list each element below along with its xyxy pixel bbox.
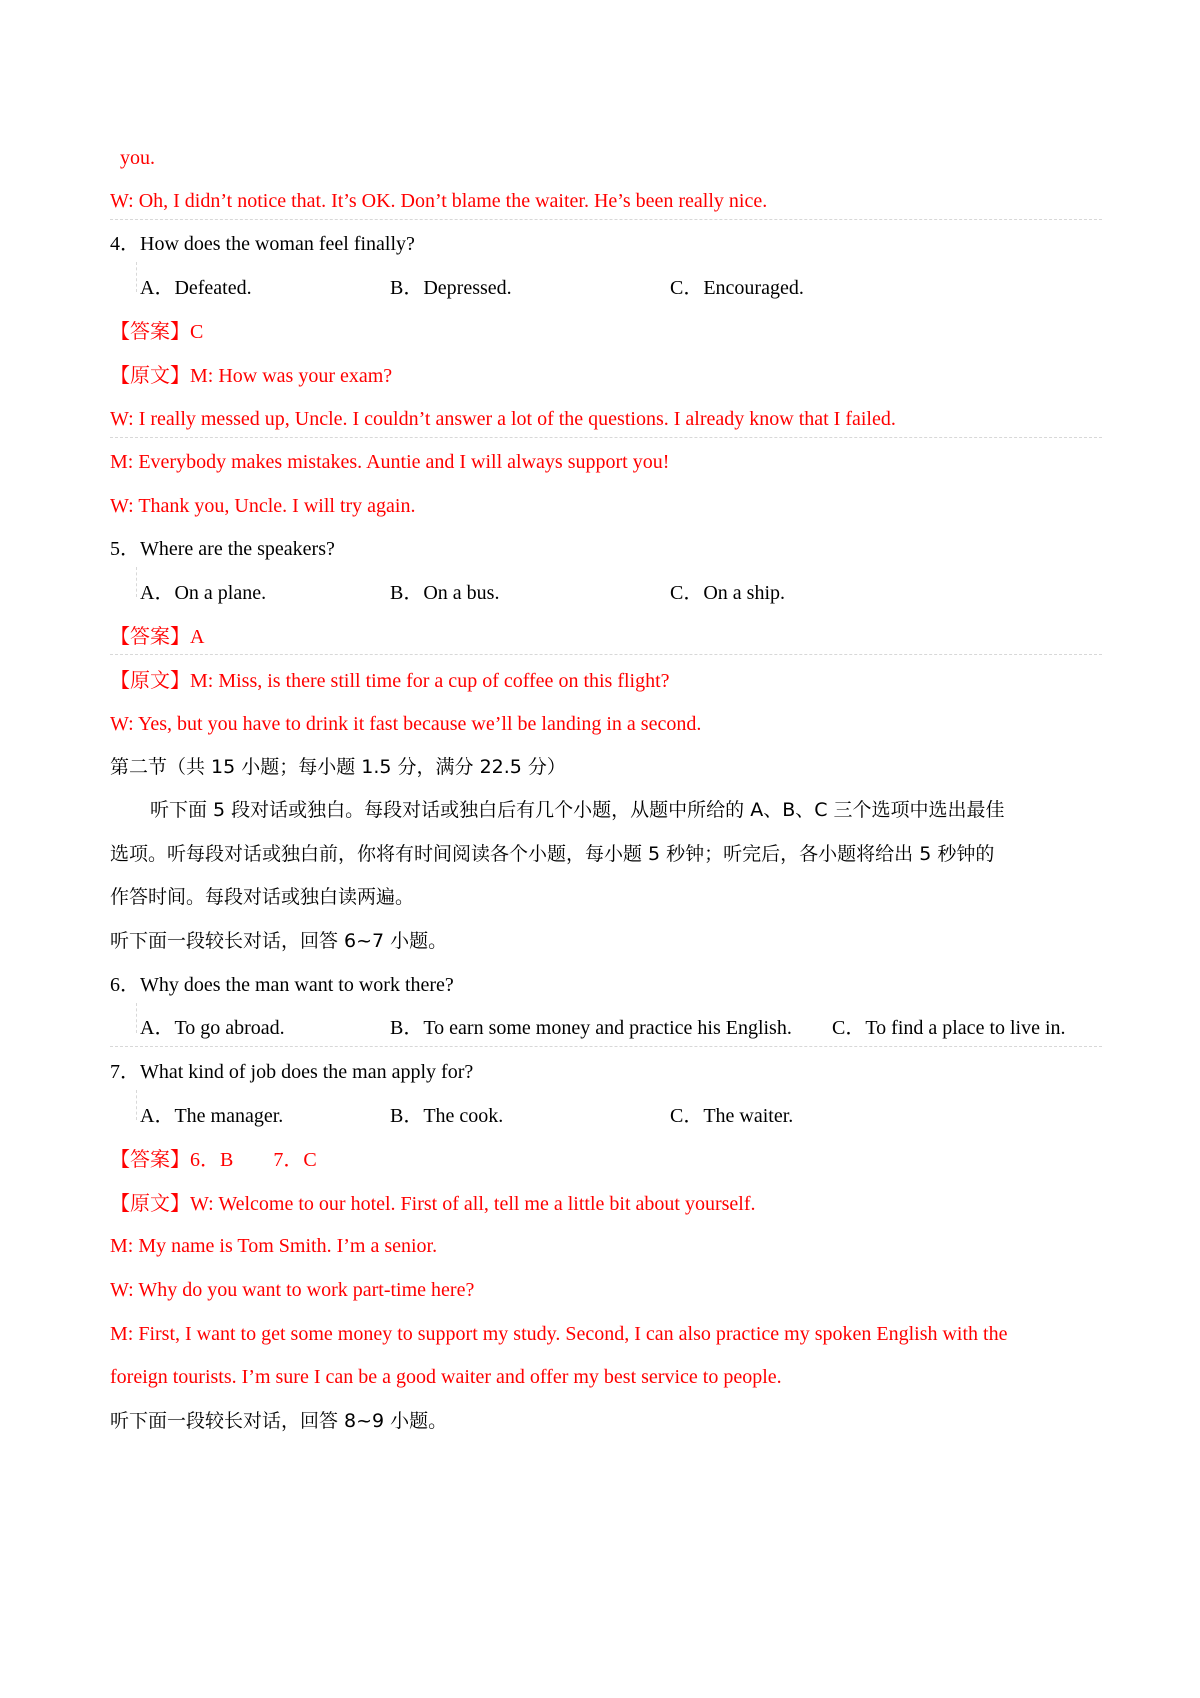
divider	[110, 219, 1102, 220]
divider	[136, 1003, 137, 1033]
q4-option-a: A．Defeated.	[140, 277, 252, 299]
q6-option-c: C．To find a place to live in.	[832, 1017, 1066, 1039]
instructions-line: 听下面 5 段对话或独白。每段对话或独白后有几个小题，从题中所给的 A、B、C 三个选项中选出最佳	[150, 799, 1005, 821]
transcript-tag: 【原文】	[110, 1191, 190, 1215]
transcript-tag: 【原文】	[110, 668, 190, 692]
q5-transcript	[110, 668, 670, 693]
answer-value: A	[190, 626, 205, 648]
q5-option-a: A．On a plane.	[140, 582, 267, 604]
transcript-line: you.	[120, 147, 155, 169]
answer-tag: 【答案】	[110, 624, 190, 648]
answer-value: C	[190, 321, 204, 343]
section-heading: 第二节（共 15 小题；每小题 1.5 分，满分 22.5 分）	[110, 756, 566, 778]
q6-option-a: A．To go abroad.	[140, 1017, 285, 1039]
divider	[136, 262, 137, 292]
q7-option-b: B．The cook.	[390, 1105, 504, 1127]
instructions-line: 选项。听每段对话或独白前，你将有时间阅读各个小题，每小题 5 秒钟；听完后，各小题将给出 5 秒钟的	[110, 843, 995, 865]
q5-option-b: B．On a bus.	[390, 582, 500, 604]
q67-answer	[110, 1147, 317, 1172]
divider	[136, 1090, 137, 1120]
q6-option-b: B．To earn some money and practice his English.	[390, 1017, 792, 1039]
transcript-line: W: Thank you, Uncle. I will try again.	[110, 495, 416, 517]
transcript-line: M: How was your exam?	[190, 365, 393, 387]
transcript-line: foreign tourists. I’m sure I can be a good waiter and offer my best service to people.	[110, 1366, 782, 1388]
transcript-line: M: First, I want to get some money to support my study. Second, I can also practice my spoken English with the	[110, 1323, 1008, 1345]
answer-tag: 【答案】	[110, 1147, 190, 1171]
transcript-line: M: My name is Tom Smith. I’m a senior.	[110, 1235, 438, 1257]
question-4: 4．How does the woman feel finally?	[110, 233, 415, 255]
q7-option-c: C．The waiter.	[670, 1105, 794, 1127]
transcript-tag: 【原文】	[110, 363, 190, 387]
transcript-line: W: I really messed up, Uncle. I couldn’t answer a lot of the questions. I already know that I failed.	[110, 408, 896, 430]
divider	[110, 654, 1102, 655]
group-intro: 听下面一段较长对话，回答 6~7 小题。	[110, 930, 448, 952]
transcript-line: M: Everybody makes mistakes. Auntie and I will always support you!	[110, 451, 670, 473]
instructions-line: 作答时间。每段对话或独白读两遍。	[110, 886, 415, 908]
transcript-line: W: Why do you want to work part-time here?	[110, 1279, 475, 1301]
q7-option-a: A．The manager.	[140, 1105, 284, 1127]
q4-option-b: B．Depressed.	[390, 277, 512, 299]
divider	[110, 1046, 1102, 1047]
transcript-line: M: Miss, is there still time for a cup of coffee on this flight?	[190, 670, 670, 692]
transcript-line: W: Oh, I didn’t notice that. It’s OK. Don’t blame the waiter. He’s been really nice.	[110, 190, 768, 212]
divider	[110, 437, 1102, 438]
question-5: 5．Where are the speakers?	[110, 538, 335, 560]
question-6: 6．Why does the man want to work there?	[110, 974, 454, 996]
q5-option-c: C．On a ship.	[670, 582, 785, 604]
answer-value: 6．B 7．C	[190, 1149, 317, 1171]
answer-tag: 【答案】	[110, 319, 190, 343]
q4-transcript	[110, 363, 392, 388]
q67-transcript	[110, 1191, 756, 1216]
q4-answer	[110, 319, 203, 344]
divider	[136, 567, 137, 597]
group-intro: 听下面一段较长对话，回答 8~9 小题。	[110, 1410, 448, 1432]
transcript-line: W: Welcome to our hotel. First of all, tell me a little bit about yourself.	[190, 1193, 756, 1215]
transcript-line: W: Yes, but you have to drink it fast because we’ll be landing in a second.	[110, 713, 702, 735]
question-7: 7．What kind of job does the man apply for?	[110, 1061, 474, 1083]
q4-option-c: C．Encouraged.	[670, 277, 804, 299]
q5-answer	[110, 624, 204, 649]
